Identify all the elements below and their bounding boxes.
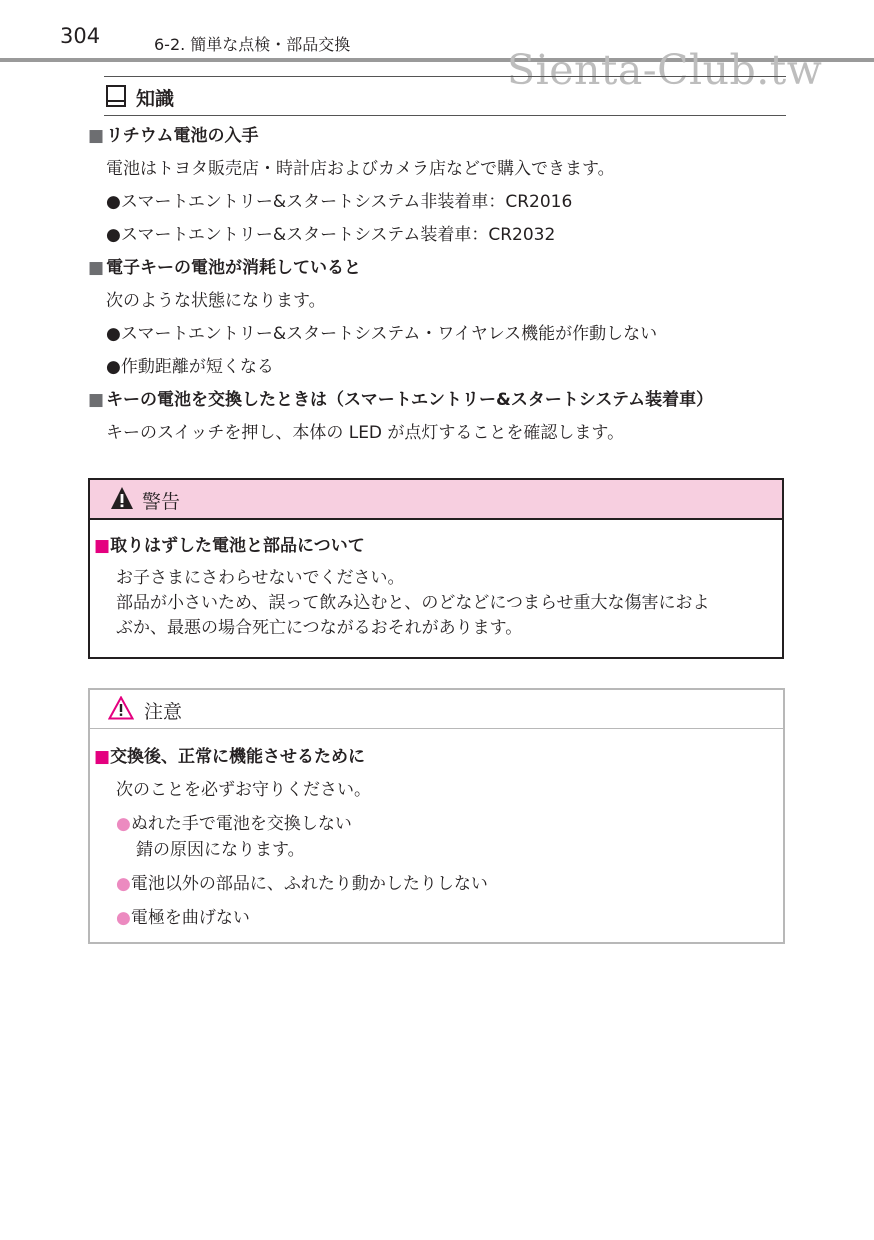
caution-item: ●電池以外の部品に、ふれたり動かしたりしない bbox=[116, 874, 488, 894]
warning-heading: ■取りはずした電池と部品について bbox=[94, 536, 365, 556]
book-icon bbox=[106, 85, 126, 107]
caution-box bbox=[88, 688, 785, 944]
knowledge-title: 知識 bbox=[136, 88, 175, 110]
caution-heading: ■交換後、正常に機能させるために bbox=[94, 747, 366, 767]
knowledge-line: ●スマートエントリー&スタートシステム装着車：CR2032 bbox=[106, 225, 556, 245]
knowledge-line: 次のような状態になります。 bbox=[106, 291, 326, 311]
section-header: 6-2. 簡単な点検・部品交換 bbox=[154, 35, 351, 54]
knowledge-heading-1: ■ リチウム電池の入手 bbox=[88, 126, 259, 146]
warning-header bbox=[90, 480, 782, 520]
page-number: 304 bbox=[60, 24, 101, 48]
caution-item: ●ぬれた手で電池を交換しない bbox=[116, 814, 352, 834]
knowledge-heading-3: ■ キーの電池を交換したときは（スマートエントリー&スタートシステム装着車） bbox=[88, 390, 714, 410]
knowledge-header bbox=[104, 76, 786, 116]
knowledge-line: ●スマートエントリー&スタートシステム・ワイヤレス機能が作動しない bbox=[106, 324, 658, 344]
watermark: Sienta-Club.tw bbox=[507, 46, 823, 94]
knowledge-line: ●作動距離が短くなる bbox=[106, 357, 274, 377]
caution-header bbox=[90, 690, 783, 729]
warning-title: 警告 bbox=[142, 491, 181, 513]
warning-box bbox=[88, 478, 784, 659]
knowledge-line: ●スマートエントリー&スタートシステム非装着車：CR2016 bbox=[106, 192, 573, 212]
caution-item-sub: 錆の原因になります。 bbox=[136, 840, 305, 860]
warning-line: 部品が小さいため、誤って飲み込むと、のどなどにつまらせ重大な傷害におよ bbox=[116, 593, 710, 613]
knowledge-body bbox=[88, 122, 788, 452]
warning-line: ぶか、最悪の場合死亡につながるおそれがあります。 bbox=[116, 618, 523, 638]
caution-item: ●電極を曲げない bbox=[116, 908, 250, 928]
caution-triangle-icon bbox=[108, 696, 134, 720]
caution-title: 注意 bbox=[144, 701, 183, 723]
knowledge-heading-2: ■ 電子キーの電池が消耗していると bbox=[88, 258, 362, 278]
knowledge-line: 電池はトヨタ販売店・時計店およびカメラ店などで購入できます。 bbox=[106, 159, 615, 179]
warning-line: お子さまにさわらせないでください。 bbox=[116, 568, 405, 588]
warning-triangle-icon bbox=[110, 486, 134, 510]
knowledge-line: キーのスイッチを押し、本体の LED が点灯することを確認します。 bbox=[106, 423, 625, 443]
caution-intro: 次のことを必ずお守りください。 bbox=[116, 780, 371, 800]
